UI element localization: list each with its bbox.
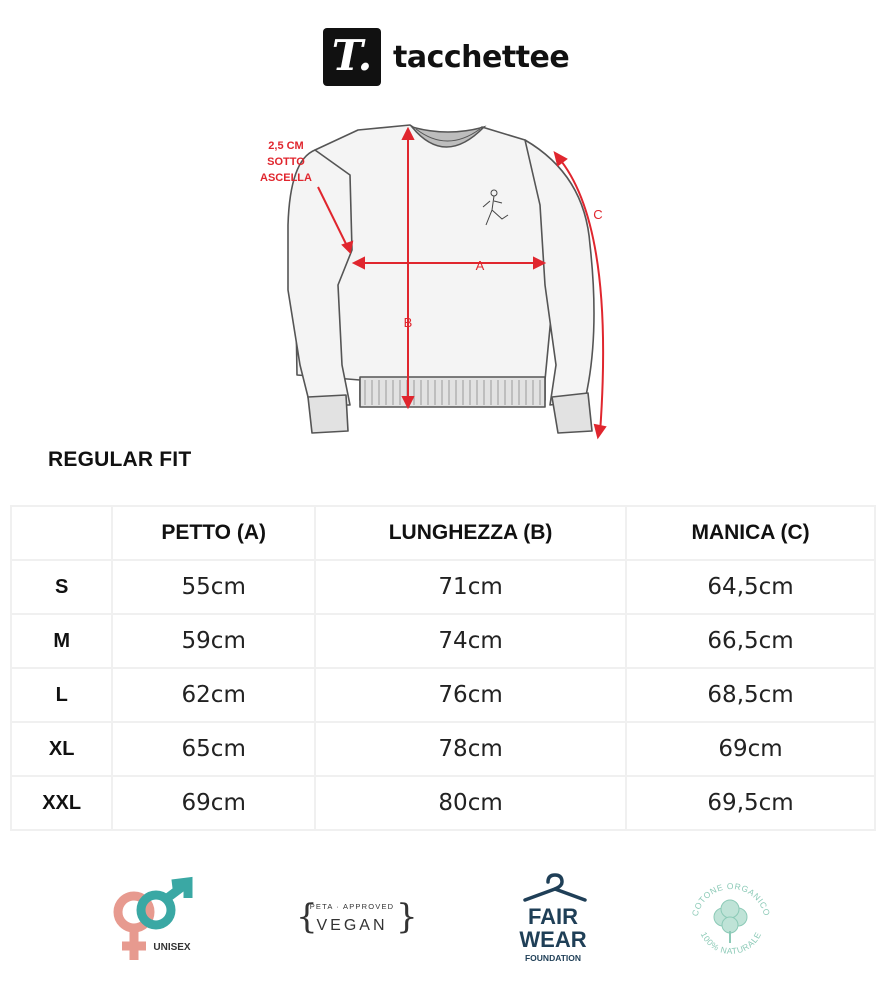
- size-cell: XXL: [12, 777, 111, 829]
- vegan-top-text: PETA · APPROVED: [309, 902, 395, 911]
- petto-cell: 55cm: [113, 561, 314, 613]
- table-row: [12, 777, 874, 829]
- cotone-organico-badge: [683, 873, 778, 968]
- brand-logo: [323, 28, 569, 86]
- manica-cell: 68,5cm: [627, 669, 874, 721]
- svg-text:100% NATURALE: [699, 930, 764, 956]
- hanger-icon: [525, 875, 585, 900]
- lunghezza-cell: 71cm: [316, 561, 625, 613]
- size-cell: L: [12, 669, 111, 721]
- header-lunghezza: LUNGHEZZA (B): [316, 507, 625, 559]
- table-row: [12, 561, 874, 613]
- size-cell: XL: [12, 723, 111, 775]
- vegan-main-text: VEGAN: [316, 917, 388, 934]
- unisex-badge: [110, 878, 200, 968]
- fairwear-line1: FAIR: [527, 904, 579, 929]
- lunghezza-cell: 74cm: [316, 615, 625, 667]
- sweater-hem: [360, 377, 545, 407]
- petto-cell: 62cm: [113, 669, 314, 721]
- size-cell: S: [12, 561, 111, 613]
- cotone-bottom-text: 100% NATURALE: [698, 930, 764, 957]
- brand-name: tacchettee: [393, 39, 570, 75]
- lunghezza-cell: 76cm: [316, 669, 625, 721]
- sweater-left-cuff: [308, 395, 348, 433]
- lunghezza-cell: 78cm: [316, 723, 625, 775]
- header-manica: MANICA (C): [627, 507, 874, 559]
- sweater-right-cuff: [552, 393, 592, 433]
- manica-cell: 66,5cm: [627, 615, 874, 667]
- manica-cell: 69cm: [627, 723, 874, 775]
- fairwear-line3: FOUNDATION: [524, 953, 582, 963]
- label-a: A: [475, 258, 485, 273]
- vegan-brace-left: {: [296, 897, 318, 937]
- vegan-brace-right: }: [396, 897, 418, 937]
- cotton-flower-icon: [714, 900, 747, 943]
- armpit-note-line2: SOTTO: [267, 156, 305, 168]
- fit-title: REGULAR FIT: [48, 448, 192, 471]
- petto-cell: 69cm: [113, 777, 314, 829]
- petto-cell: 59cm: [113, 615, 314, 667]
- petto-cell: 65cm: [113, 723, 314, 775]
- vegan-badge: [294, 892, 418, 942]
- header-petto: PETTO (A): [113, 507, 314, 559]
- manica-cell: 69,5cm: [627, 777, 874, 829]
- fairwear-badge: [515, 872, 595, 967]
- unisex-label: UNISEX: [153, 942, 191, 953]
- header-size: [12, 507, 111, 559]
- table-header-row: [12, 507, 874, 559]
- label-b: B: [403, 315, 413, 330]
- table-row: [12, 669, 874, 721]
- size-table: [10, 505, 876, 831]
- label-c: C: [593, 207, 603, 222]
- table-row: [12, 615, 874, 667]
- lunghezza-cell: 80cm: [316, 777, 625, 829]
- cotone-top-text: COTONE ORGANICO: [689, 880, 773, 918]
- fairwear-line2: WEAR: [519, 927, 587, 952]
- armpit-note-line1: 2,5 CM: [268, 140, 304, 152]
- armpit-note-line3: ASCELLA: [260, 172, 312, 184]
- brand-logo-mark: [323, 28, 381, 86]
- size-cell: M: [12, 615, 111, 667]
- table-row: [12, 723, 874, 775]
- brand-logo-letter: T.: [331, 31, 373, 80]
- manica-cell: 64,5cm: [627, 561, 874, 613]
- sweater-measurement-diagram: [240, 115, 640, 445]
